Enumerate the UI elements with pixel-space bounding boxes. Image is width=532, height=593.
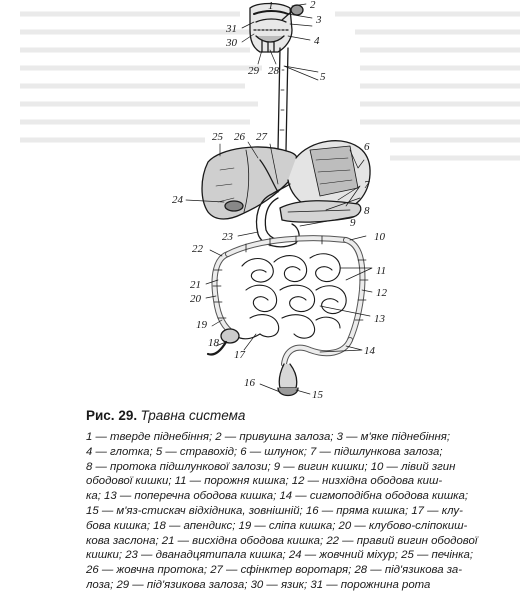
- legend-line: кишки; 23 — дванадцятипала кишка; 24 — жовчний міхур; 25 — печінка;: [86, 549, 474, 562]
- pancreas-drawing: [280, 201, 361, 222]
- callout-9: 9: [350, 217, 356, 229]
- callout-28: 28: [268, 65, 279, 77]
- callout-19: 19: [196, 319, 207, 331]
- callout-2: 2: [310, 0, 316, 11]
- rectum-drawing: [278, 364, 298, 396]
- callout-11: 11: [376, 265, 387, 277]
- callout-26: 26: [234, 131, 245, 143]
- callout-13: 13: [374, 313, 385, 325]
- callout-5: 5: [320, 71, 326, 83]
- small-intestine-drawing: [236, 254, 346, 339]
- callout-29: 29: [248, 65, 259, 77]
- callout-27: 27: [256, 131, 267, 143]
- digestive-system-illustration: [150, 0, 532, 410]
- esophagus-drawing: [278, 48, 296, 164]
- callout-6: 6: [364, 141, 370, 153]
- legend-line: ка; 13 — поперечна ободова кишка; 14 — сигмоподібна ободова кишка;: [86, 490, 469, 503]
- legend-line: 8 — протока підшлункової залози; 9 — вигин кишки; 10 — лівий згин: [86, 460, 456, 473]
- callout-30: 30: [226, 37, 237, 49]
- callout-20: 20: [190, 293, 201, 305]
- callout-15: 15: [312, 389, 323, 401]
- callout-16: 16: [244, 377, 255, 389]
- oral-cavity-drawing: [250, 4, 303, 53]
- callout-3: 3: [316, 14, 322, 26]
- figure-title: Травна система: [140, 408, 246, 423]
- legend-line: 26 — жовчна протока; 27 — сфінктер воротаря; 28 — під'язикова за-: [86, 564, 463, 577]
- callout-31: 31: [226, 23, 237, 35]
- callout-14: 14: [364, 345, 375, 357]
- legend-line: бова кишка; 18 — апендикс; 19 — сліпа кишка; 20 — клубово-сліпокиш-: [86, 519, 468, 532]
- callout-1: 1: [268, 0, 274, 12]
- callout-17: 17: [234, 349, 245, 361]
- callout-21: 21: [190, 279, 201, 291]
- callout-8: 8: [364, 205, 370, 217]
- callout-18: 18: [208, 337, 219, 349]
- callout-25: 25: [212, 131, 223, 143]
- legend-line: 1 — тверде піднебіння; 2 — привушна залоза; 3 — м'яке піднебіння;: [86, 431, 451, 443]
- callout-24: 24: [172, 194, 183, 206]
- figure-caption: [86, 408, 526, 423]
- callout-4: 4: [314, 35, 320, 47]
- callout-10: 10: [374, 231, 385, 243]
- legend-line: кова заслона; 21 — висхідна ободова кишка; 22 — правий вигин ободової: [86, 534, 478, 547]
- callout-12: 12: [376, 287, 387, 299]
- figure-legend: [86, 430, 528, 593]
- legend-line: 15 — м'яз-стискач відхідника, зовнішній; 16 — пряма кишка; 17 — клу-: [86, 504, 463, 517]
- callout-23: 23: [222, 231, 233, 243]
- legend-line: 4 — глотка; 5 — стравохід; 6 — шлунок; 7 — підшлункова залоза;: [86, 445, 443, 458]
- callout-7: 7: [364, 179, 370, 191]
- legend-line: ободової кишки; 11 — порожня кишка; 12 — низхідна ободова киш-: [86, 475, 443, 488]
- legend-line: лоза; 29 — під'язикова залоза; 30 — язик; 31 — порожнина рота: [86, 578, 431, 591]
- figure-number: Рис. 29.: [86, 408, 138, 423]
- callout-22: 22: [192, 243, 203, 255]
